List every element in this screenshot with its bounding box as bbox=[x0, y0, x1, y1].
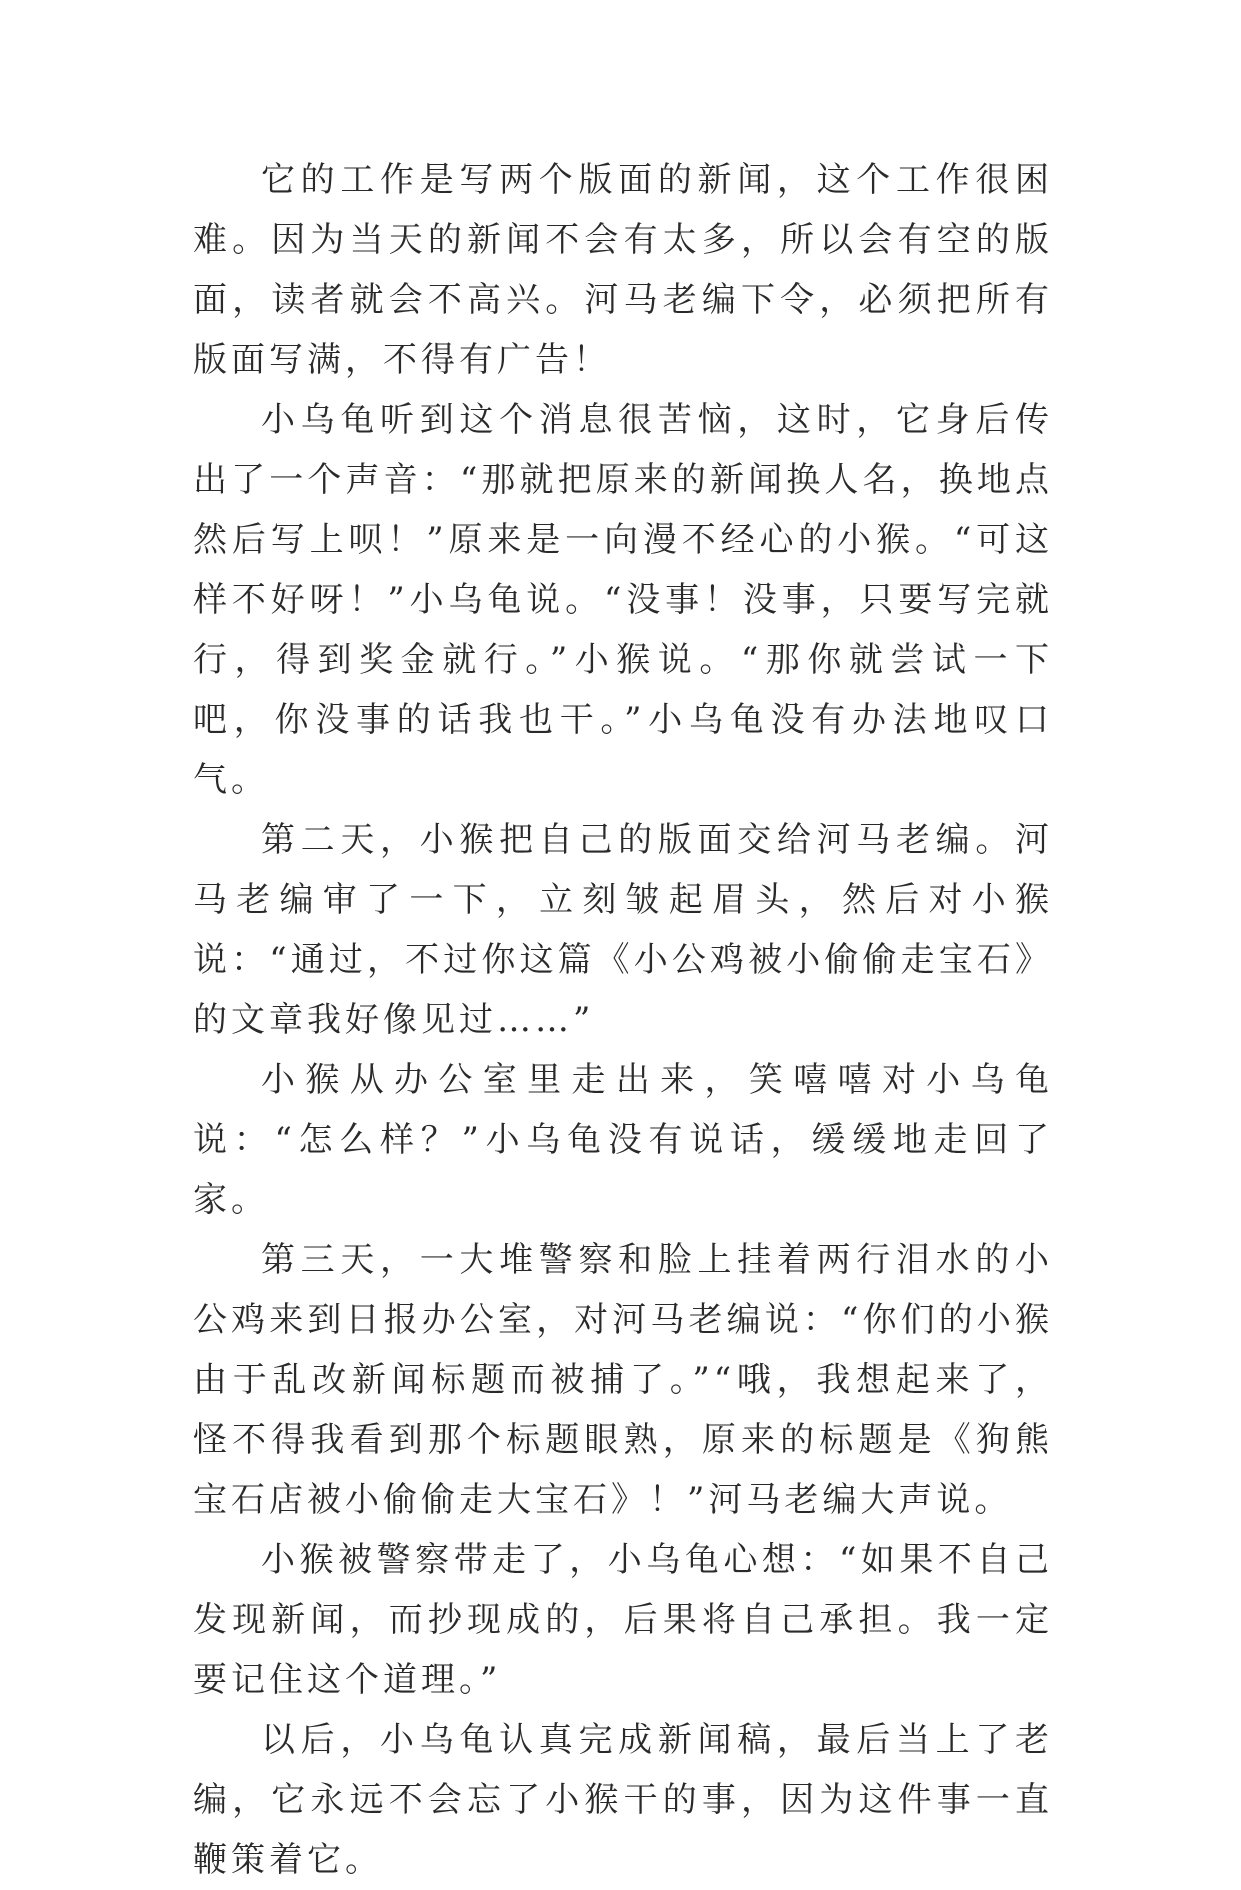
paragraph-2: 小乌龟听到这个消息很苦恼，这时，它身后传出了一个声音：“那就把原来的新闻换人名，换地点然后写上呗！”原来是一向漫不经心的小猴。“可这样不好呀！”小乌龟说。“没事！没事，只要写完就行，得到奖金就行。”小猴说。“那你就尝试一下吧，你没事的话我也干。”小乌龟没有办法地叹口气。 bbox=[193, 400, 1053, 800]
document-body bbox=[193, 150, 1053, 1890]
paragraph-3: 第二天，小猴把自己的版面交给河马老编。河马老编审了一下，立刻皱起眉头，然后对小猴说：“通过，不过你这篇《小公鸡被小偷偷走宝石》的文章我好像见过……” bbox=[193, 820, 1053, 1040]
paragraph-1: 它的工作是写两个版面的新闻，这个工作很困难。因为当天的新闻不会有太多，所以会有空的版面，读者就会不高兴。河马老编下令，必须把所有版面写满，不得有广告！ bbox=[193, 160, 1053, 380]
paragraph-4: 小猴从办公室里走出来，笑嘻嘻对小乌龟说：“怎么样？”小乌龟没有说话，缓缓地走回了家。 bbox=[193, 1060, 1053, 1220]
paragraph-5: 第三天，一大堆警察和脸上挂着两行泪水的小公鸡来到日报办公室，对河马老编说：“你们的小猴由于乱改新闻标题而被捕了。”“哦，我想起来了，怪不得我看到那个标题眼熟，原来的标题是《狗熊宝石店被小偷偷走大宝石》！”河马老编大声说。 bbox=[193, 1240, 1053, 1520]
paragraph-6: 小猴被警察带走了，小乌龟心想：“如果不自己发现新闻，而抄现成的，后果将自己承担。我一定要记住这个道理。” bbox=[193, 1540, 1053, 1700]
paragraph-7: 以后，小乌龟认真完成新闻稿，最后当上了老编，它永远不会忘了小猴干的事，因为这件事一直鞭策着它。 bbox=[193, 1720, 1053, 1880]
